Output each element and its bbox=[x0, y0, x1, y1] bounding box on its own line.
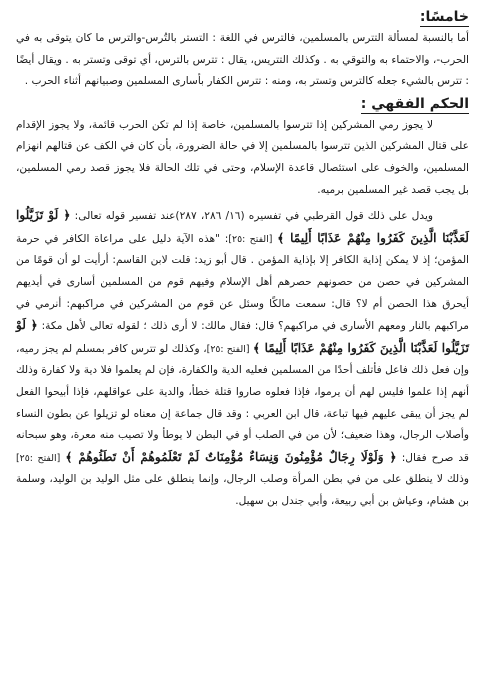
section-heading bbox=[16, 6, 469, 28]
quran-verse-1: ﴿ لَوْ تَزَيَّلُوا لَعَذَّبْنَا الَّذِينَ كَفَرُوا مِنْهُمْ عَذَابًا أَلِيمًا ﴾ bbox=[16, 208, 469, 245]
subheading-ruling bbox=[16, 93, 469, 115]
document-page bbox=[16, 6, 469, 694]
quran-verse-3: ﴿ وَلَوْلَا رِجَالٌ مُؤْمِنُونَ وَنِسَاءٌ مُؤْمِنَاتٌ لَمْ تَعْلَمُوهُمْ أَنْ تَطَئُوهُمْ ﴾ bbox=[65, 449, 397, 464]
paragraph-ruling: لا يجوز رمي المشركين إذا تترسوا بالمسلمين، خاصة إذا لم تكن الحرب قائمة، ولا يجوز الإقدام على قتال المشركين الذين تترسوا بالمسلمين إلا في حالة الضرورة، بأن كان في الكف عن قتالهم انهزام المسلمين، والخوف على استئصال قاعدة الإسلام، وحتى في تلك الحالة فلا يجوز قصد رمي المسلمين، بل يجب قصد غير المسلمين برميه. bbox=[16, 118, 469, 196]
evidence-body: : "هذه الآية دليل على مراعاة الكافر في حرمة المؤمن؛ إذ لا يمكن إذاية الكافر إلا بإذاية المؤمن . قال أبو زيد: قلت لابن القاسم: أرأيت لو أن قومًا من المشركين في حصن من حصونهم حصرهم أهل الإسلام وفيهم قوم من المسلمين أسارى في أيديهم أيحرق هذا الحصن أم لا؟ قال: سمعت مالكًا وسئل عن قوم من المشركين في مراكبهم: أنرمي في مراكبهم بالنار ومعهم الأسارى في مراكبهم؟ قال: فقال مالك: لا أرى ذلك ؛ لقوله تعالى لأهل مكة: bbox=[16, 232, 469, 333]
subheading-ruling-text: الحكم الفقهي : bbox=[360, 95, 469, 112]
verse-reference-3: [الفتح :٢٥] bbox=[16, 452, 61, 464]
section-heading-text: خامسًا: bbox=[419, 9, 469, 25]
evidence-intro: ويدل على ذلك قول القرطبي في تفسيره (١٦/ ٢٨٦، ٢٨٧)عند تفسير قوله تعالى: bbox=[74, 210, 434, 223]
evidence-body-2: ، وكذلك لو تترس كافر بمسلم لم يجز رميه، وإن فعل ذلك فاعل فأتلف أحدًا من المسلمين فعليه الدية والكفارة، فإن لم يعلموا فلا دية ولا كفارة وذلك أنهم إذا علموا فليس لهم أن يرموا، فإذا فعلوه صاروا قتلة خطأ، والدية على عواقلهم، فإذا أبيحوا الفعل لم يجز أن يبقى عليهم فيها تباعة، قال ابن العربي : وقد قال جماعة إن معناه لو تزيلوا عن بطون النساء وأصلاب الرجال، وهذا ضعيف؛ لأن من في الصلب أو في البطن لا يوطأ ولا تصيب منه معرة، وهو سبحانه قد صرح فقال: bbox=[16, 342, 469, 464]
quran-verse-2: ﴿ لَوْ تَزَيَّلُوا لَعَذَّبْنَا الَّذِينَ كَفَرُوا مِنْهُمْ عَذَابًا أَلِيمًا ﴾ bbox=[16, 318, 469, 355]
verse-reference-2: [الفتح :٢٥] bbox=[206, 343, 250, 355]
paragraph-evidence bbox=[16, 205, 469, 512]
evidence-tail: وذلك لا ينطلق على من في بطن المرأة وصلب الرجال، وإنما ينطلق على مثل الوليد بن الوليد، وسلمة بن هشام، وعياش بن أبي ربيعة، وأبي جندل بن سهيل. bbox=[16, 473, 469, 507]
verse-reference-1: [الفتح :٢٥] bbox=[228, 233, 273, 245]
paragraph-definition: أما بالنسبة لمسألة التترس بالمسلمين، فالترس في اللغة : التستر بالتُرس-والترس ما كان يتوقى به في الحرب-، والاحتماء به والتوقي به . وكذلك التتريس، يقال : تترس بالترس، أي توقى وتستر به . ويقال أيضًا : تترس بالشيء جعله كالترس وتستر به، ومنه : تترس الكفار بأسارى المسلمين وصبيانهم أثناء الحرب . bbox=[16, 32, 469, 88]
